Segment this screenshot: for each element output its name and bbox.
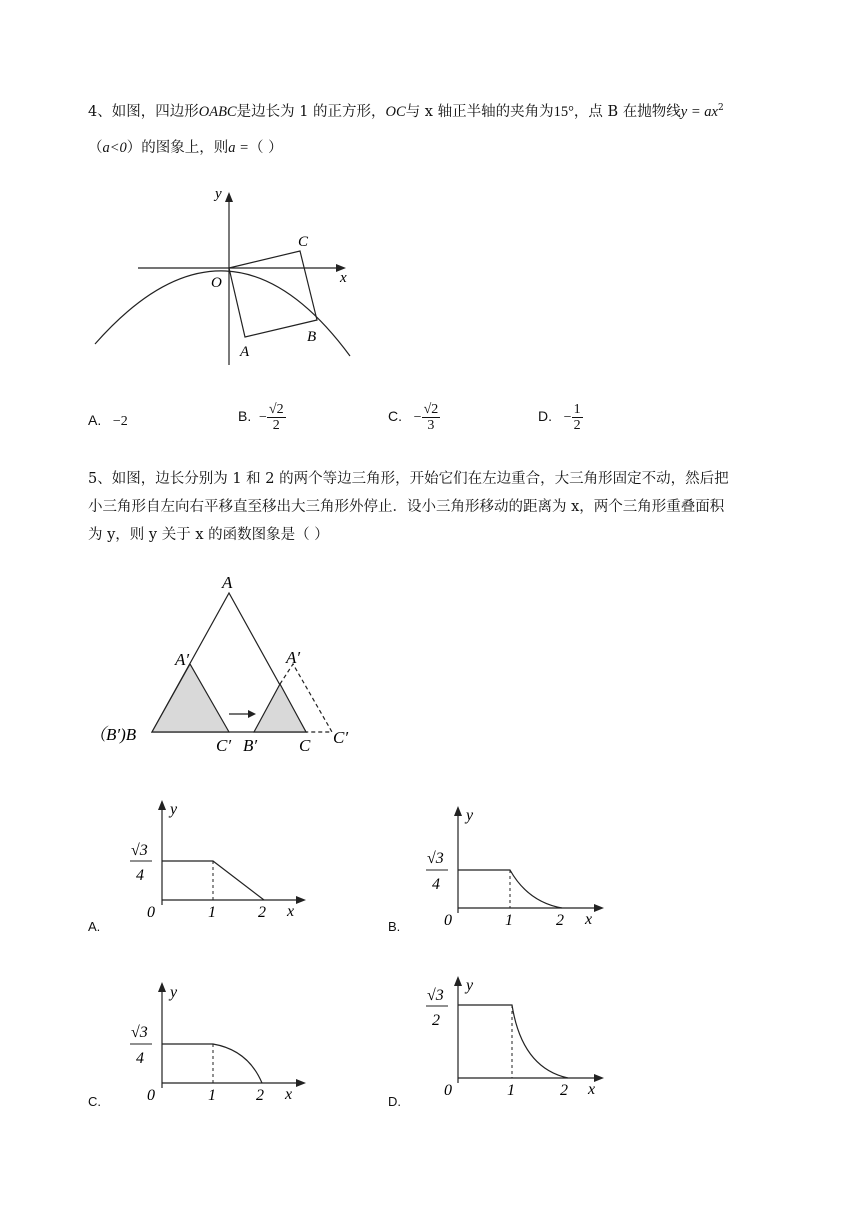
zero-label: 0: [147, 1087, 155, 1104]
sqrt3-label: √3: [427, 850, 444, 867]
frac-num: √2: [423, 402, 439, 417]
label-B-prime: B′: [243, 736, 258, 755]
x-axis-label: x: [340, 270, 347, 286]
four-label: 4: [136, 1050, 144, 1067]
zero-label: 0: [147, 904, 155, 921]
zero-label: 0: [444, 912, 452, 929]
q5-line-3: 为 y，则 y 关于 x 的函数图象是（ ）: [88, 527, 329, 543]
x-label: x: [585, 911, 593, 928]
y-label: y: [170, 801, 178, 818]
two-den-label: 2: [432, 1012, 440, 1029]
option-letter: B.: [238, 408, 252, 425]
option-letter: A.: [88, 412, 102, 428]
option-letter: C.: [388, 408, 402, 425]
frac-num: 1: [573, 402, 581, 417]
origin-label: O: [211, 275, 222, 291]
frac-den: 2: [573, 418, 581, 433]
q4-oc: OC: [385, 104, 406, 120]
one-label: 1: [505, 912, 513, 929]
label-C: C: [299, 736, 311, 755]
zero-label: 0: [444, 1082, 452, 1099]
point-b-label: B: [307, 329, 317, 345]
q4-text: 与 x 轴正半轴的夹角为: [405, 104, 554, 120]
y-axis-label: y: [215, 186, 222, 202]
q5-option-d-label: D.: [388, 1094, 401, 1109]
point-c-label: C: [298, 234, 309, 250]
sqrt3-label: √3: [131, 1024, 148, 1041]
one-label: 1: [507, 1082, 515, 1099]
q4-text: 4、如图，四边形: [88, 104, 199, 120]
q4-eq-sup: 2: [717, 103, 724, 114]
two-label: 2: [556, 912, 564, 929]
one-label: 1: [208, 904, 216, 921]
label-A-prime-left: A′: [175, 650, 190, 669]
point-a-label: A: [240, 344, 250, 360]
option-sign: −: [563, 410, 572, 426]
q4-a-eq: a =: [228, 140, 249, 156]
two-label: 2: [258, 904, 266, 921]
q4-equation: y = ax: [680, 104, 718, 120]
q4-text: ）的图象上，则: [126, 140, 229, 156]
x-label: x: [285, 1086, 293, 1103]
two-label: 2: [560, 1082, 568, 1099]
label-A-prime-right: A′: [286, 648, 301, 667]
two-label: 2: [256, 1087, 264, 1104]
option-sign: −: [413, 410, 422, 426]
label-C-prime-left: C′: [216, 736, 232, 755]
option-value: −2: [112, 414, 128, 429]
q4-text: （ ）: [248, 140, 283, 156]
q4-text: （: [88, 140, 103, 156]
q4-text: ，点 B 在抛物线: [573, 104, 681, 120]
q4-condition: a<0: [102, 140, 127, 156]
option-letter: D.: [538, 408, 552, 425]
y-label: y: [466, 977, 474, 994]
q5-line-1: 5、如图，边长分别为 1 和 2 的两个等边三角形，开始它们在左边重合，大三角形固定不动，然后把: [88, 471, 729, 487]
q5-option-a-label: A.: [88, 919, 101, 934]
q4-oabc: OABC: [198, 104, 237, 120]
frac-den: 2: [272, 418, 280, 433]
frac-num: √2: [268, 402, 284, 417]
frac-den: 3: [427, 418, 435, 433]
q4-angle: 15°: [553, 104, 574, 120]
four-label: 4: [432, 876, 440, 893]
x-label: x: [287, 903, 295, 920]
x-label: x: [588, 1081, 596, 1098]
y-label: y: [170, 984, 178, 1001]
curve: [458, 1005, 568, 1078]
q5-line-2: 小三角形自左向右平移直至移出大三角形外停止．设小三角形移动的距离为 x，两个三角形重叠面积: [88, 499, 725, 515]
label-BB: （B′)B: [89, 725, 137, 744]
four-label: 4: [136, 867, 144, 884]
q5-option-c-label: C.: [88, 1094, 101, 1109]
label-C-prime-right: C′: [333, 728, 349, 747]
label-A: A: [222, 573, 233, 592]
sqrt3-label: √3: [427, 987, 444, 1004]
option-sign: −: [259, 410, 267, 426]
one-label: 1: [208, 1087, 216, 1104]
sqrt3-label: √3: [131, 842, 148, 859]
q5-option-b-label: B.: [388, 919, 401, 934]
y-label: y: [466, 807, 474, 824]
q4-text: 是边长为 1 的正方形，: [236, 104, 386, 120]
